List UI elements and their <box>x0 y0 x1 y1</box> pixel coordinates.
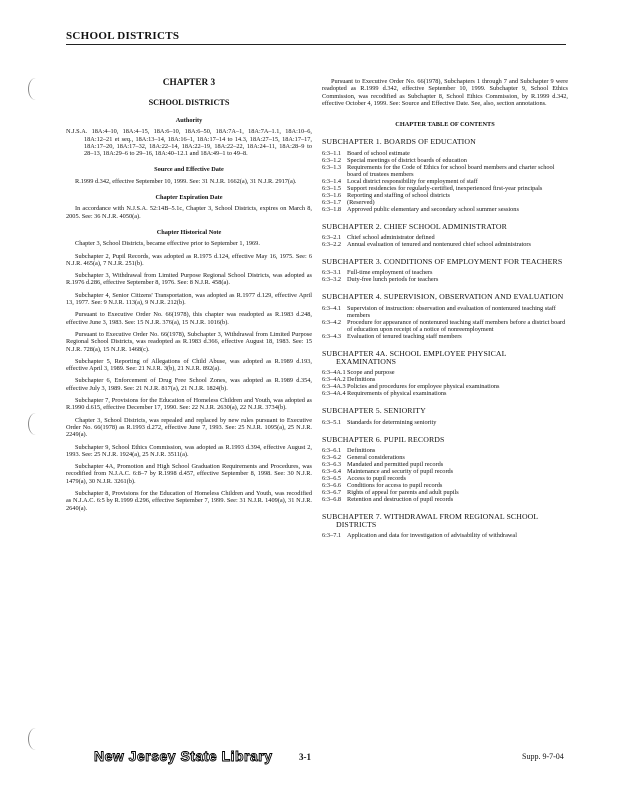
section-number: 6:3–4.2 <box>322 318 342 326</box>
punch-hole-mark <box>28 413 43 435</box>
subchapter-heading[interactable]: SUBCHAPTER 7. WITHDRAWAL FROM REGIONAL SCHOOL DISTRICTS <box>322 511 538 530</box>
expiration-text: In accordance with N.J.S.A. 52:14B–5.1c, Chapter 3, School Districts, expires on March 8, 2005. See: 36 N.J.R. 4050(a). <box>66 205 312 220</box>
toc-entry[interactable] <box>322 390 568 397</box>
authority-text: N.J.S.A. 18A:4–10, 18A:4–15, 18A:6–10, 18A:6–50, 18A:7A–1, 18A:7A–1.1, 18A:10–6, 18A:12–21 et seq., 18A:13–14, 18A:16–1, 18A:17–14 to 14.3, 18A:27–15, 18A:17–17, 18A:17–20, 18A:17–32, 18A:22–14, 18A:22–19, 18A:22–22, 18A:24–11, 18A:28–9 to 28–13, 18A:29–6 to 29–16, 18A:40–12.1 and 18A:49–1 to 49–8. <box>66 128 312 158</box>
section-title: Special meetings of district boards of education <box>347 156 467 164</box>
section-title: Standards for determining seniority <box>347 418 437 426</box>
history-note: Subchapter 8, Provisions for the Education of Homeless Children and Youth, was recodified as N.J.A.C. 6:5 by R.1999 d.296, effective September 7, 1999. See: 31 N.J.R. 1409(a), 31 N.J.R. 2640(a). <box>66 489 312 512</box>
toc-entry[interactable] <box>322 454 568 461</box>
section-title: Duty-free lunch periods for teachers <box>347 276 439 284</box>
section-number: 6:3–6.4 <box>322 467 342 475</box>
toc-entry[interactable] <box>322 178 568 185</box>
toc-entry[interactable] <box>322 199 568 206</box>
toc-entry[interactable] <box>322 475 568 482</box>
toc-entry[interactable] <box>322 305 568 319</box>
toc-entry[interactable] <box>322 496 568 503</box>
section-number: 6:3–1.5 <box>322 184 342 192</box>
section-title: Chief school administrator defined <box>347 234 435 242</box>
history-note: Subchapter 4, Senior Citizens' Transportation, was adopted as R.1977 d.129, effective April 13, 1977. See: 9 N.J.R. 113(a), 9 N.J.R. 212(b). <box>66 291 312 307</box>
subchapter-heading[interactable]: SUBCHAPTER 5. SENIORITY <box>322 406 426 416</box>
section-title: Maintenance and security of pupil records <box>347 467 454 475</box>
subchapter-heading[interactable]: SUBCHAPTER 4A. SCHOOL EMPLOYEE PHYSICAL EXAMINATIONS <box>322 348 507 366</box>
section-title: Definitions <box>347 376 376 384</box>
chapter-title: SCHOOL DISTRICTS <box>148 98 230 107</box>
section-number: 6:3–4A.2 <box>322 376 346 384</box>
history-note: Subchapter 4A, Promotion and High School Graduation Requirements and Procedures, was recodified from N.J.A.C. 6:8–7 by R.1998 d.457, effective September 8, 1998. See: 30 N.J.R. 1479(a), 30 N.J.R. 3261(b). <box>66 463 312 485</box>
toc-entry[interactable] <box>322 482 568 489</box>
toc-entry[interactable] <box>322 468 568 475</box>
subchapter-heading[interactable]: SUBCHAPTER 3. CONDITIONS OF EMPLOYMENT FOR TEACHERS <box>322 257 563 267</box>
section-number: 6:3–6.5 <box>322 474 342 482</box>
section-title: Retention and destruction of pupil records <box>347 495 454 503</box>
section-title: Procedure for appearance of nontenured teaching staff members before a district board of education upon receipt of a notice of nonreemployment <box>347 318 566 333</box>
right-column <box>322 78 568 539</box>
section-title: Full-time employment of teachers <box>347 269 433 277</box>
section-number: 6:3–4A.1 <box>322 369 346 377</box>
history-note: Chapter 3, School Districts, became effective prior to September 1, 1969. <box>75 240 260 248</box>
table-of-contents <box>322 138 568 539</box>
section-title: General considerations <box>347 453 405 461</box>
toc-entry[interactable] <box>322 447 568 454</box>
section-number: 6:3–6.8 <box>322 495 342 503</box>
section-title: (Reserved) <box>347 198 375 206</box>
section-number: 6:3–6.6 <box>322 481 342 489</box>
toc-entry[interactable] <box>322 369 568 376</box>
section-number: 6:3–4A.4 <box>322 390 346 398</box>
section-title: Evaluation of tenured teaching staff members <box>347 332 462 340</box>
history-note: Subchapter 6, Enforcement of Drug Free School Zones, was adopted as R.1989 d.354, effective July 3, 1989. See: 21 N.J.R. 817(a), 21 N.J.R. 1824(b). <box>66 377 312 392</box>
section-title: Policies and procedures for employee physical examinations <box>347 383 500 391</box>
section-title: Application and data for investigation of advisability of withdrawal <box>347 532 517 540</box>
history-note: Pursuant to Executive Order No. 66(1978), this chapter was readopted as R.1983 d.248, effective June 3, 1983. See: 15 N.J.R. 376(a), 15 N.J.R. 1016(b). <box>66 311 312 326</box>
section-title: Mandated and permitted pupil records <box>347 460 444 468</box>
history-note: Chapter 3, School Districts, was repealed and replaced by new rules pursuant to Executive Order No. 66(1978) as R.1993 d.272, effective June 7, 1993. See: 25 N.J.R. 1095(a), 25 N.J.R. 2249(a). <box>66 416 312 439</box>
section-title: Definitions <box>347 446 376 454</box>
subchapter-heading[interactable]: SUBCHAPTER 2. CHIEF SCHOOL ADMINISTRATOR <box>322 221 507 231</box>
toc-entry[interactable] <box>322 376 568 383</box>
history-note: Subchapter 9, School Ethics Commission, was adopted as R.1993 d.394, effective August 2, 1993. See: 25 N.J.R. 1924(a), 25 N.J.R. 3511(a). <box>66 443 312 458</box>
section-number: 6:3–1.1 <box>322 149 342 157</box>
section-number: 6:3–1.6 <box>322 191 342 199</box>
section-title: Support residencies for regularly-certified, inexperienced first-year principals <box>347 184 543 192</box>
toc-entry[interactable] <box>322 461 568 468</box>
section-number: 6:3–1.7 <box>322 198 342 206</box>
toc-heading: CHAPTER TABLE OF CONTENTS <box>395 121 495 129</box>
readoption-note: Pursuant to Executive Order No. 66(1978), Subchapters 1 through 7 and Subchapter 9 were readopted as R.1999 d.342, effective September 10, 1999. Subchapter 9, School Ethics Commission, was recodified as Subchapter 8, School Ethics Commission, by R.1999 d.342, effective October 4, 1999. See: Source and Effective Date. See, also, section annotations. <box>322 78 568 107</box>
section-title: Conditions for access to pupil records <box>347 481 443 489</box>
section-number: 6:3–1.8 <box>322 205 342 213</box>
section-number: 6:3–7.1 <box>322 532 342 540</box>
section-number: 6:3–2.2 <box>322 241 342 249</box>
toc-entry[interactable] <box>322 276 568 283</box>
section-number: 6:3–5.1 <box>322 418 342 426</box>
toc-entry[interactable] <box>322 319 568 333</box>
section-title: Supervision of instruction: observation and evaluation of nontenured teaching staff members <box>347 304 556 319</box>
toc-entry[interactable] <box>322 532 568 539</box>
section-title: Reporting and staffing of school districts <box>347 191 450 199</box>
toc-entry[interactable] <box>322 241 568 248</box>
section-number: 6:3–3.1 <box>322 269 342 277</box>
section-number: 6:3–4A.3 <box>322 383 346 391</box>
punch-hole-mark <box>28 728 43 750</box>
toc-entry[interactable] <box>322 333 568 340</box>
section-number: 6:3–1.3 <box>322 163 342 171</box>
toc-entry[interactable] <box>322 419 568 426</box>
toc-entry[interactable] <box>322 206 568 213</box>
toc-entry[interactable] <box>322 157 568 164</box>
section-number: 6:3–3.2 <box>322 276 342 284</box>
section-number: 6:3–4.3 <box>322 332 342 340</box>
subchapter-heading[interactable]: SUBCHAPTER 4. SUPERVISION, OBSERVATION AND EVALUATION <box>322 292 564 302</box>
subchapter-heading[interactable]: SUBCHAPTER 1. BOARDS OF EDUCATION <box>322 137 476 147</box>
toc-entry[interactable] <box>322 489 568 496</box>
section-title: Annual evaluation of tenured and nontenured chief school administrators <box>347 241 531 249</box>
punch-hole-mark <box>28 78 43 100</box>
toc-entry[interactable] <box>322 269 568 276</box>
section-number: 6:3–6.7 <box>322 488 342 496</box>
history-note: Subchapter 7, Provisions for the Education of Homeless Children and Youth, was adopted as R.1990 d.615, effective December 17, 1990. See: 22 N.J.R. 2630(a), 22 N.J.R. 3734(b). <box>66 397 312 412</box>
header-rule <box>66 44 566 45</box>
section-number: 6:3–6.2 <box>322 453 342 461</box>
section-title: Access to pupil records <box>347 474 406 482</box>
history-note: Subchapter 5, Reporting of Allegations of Child Abuse, was adopted as R.1989 d.193, effective April 3, 1989. See: 21 N.J.R. 3(b), 21 N.J.R. 892(a). <box>66 357 312 373</box>
left-column <box>66 78 312 517</box>
source-heading: Source and Effective Date <box>154 166 224 174</box>
section-title: Board of school estimate <box>347 149 410 157</box>
section-number: 6:3–6.1 <box>322 446 342 454</box>
section-number: 6:3–1.4 <box>322 177 342 185</box>
supplement-date: Supp. 9-7-04 <box>522 752 564 761</box>
section-number: 6:3–2.1 <box>322 234 342 242</box>
library-watermark: New Jersey State Library <box>94 748 273 764</box>
section-title: Approved public elementary and secondary school summer sessions <box>347 205 519 213</box>
section-number: 6:3–6.3 <box>322 460 342 468</box>
history-note: Subchapter 3, Withdrawal from Limited Purpose Regional School Districts, was adopted as R.1976 d.286, effective September 8, 1976. See: 8 N.J.R. 458(a). <box>66 272 312 287</box>
history-notes <box>66 240 312 512</box>
section-title: Requirements of physical examinations <box>347 390 447 398</box>
running-header: SCHOOL DISTRICTS <box>66 30 180 42</box>
toc-entry[interactable] <box>322 192 568 199</box>
chapter-number: CHAPTER 3 <box>162 78 216 88</box>
section-title: Rights of appeal for parents and adult pupils <box>347 488 459 496</box>
section-title: Local district responsibility for employment of staff <box>347 177 478 185</box>
history-note: Subchapter 2, Pupil Records, was adopted as R.1975 d.124, effective May 16, 1975. See: 6 N.J.R. 465(a), 7 N.J.R. 251(b). <box>66 252 312 267</box>
history-heading: Chapter Historical Note <box>156 228 222 236</box>
section-number: 6:3–4.1 <box>322 304 342 312</box>
history-note: Pursuant to Executive Order No. 66(1978), Subchapter 3, Withdrawal from Limited Purpose Regional School Districts, was readopted as R.1983 d.366, effective August 18, 1983. See: 15 N.J.R. 728(a), 15 N.J.R. 1468(c). <box>66 330 312 353</box>
expiration-heading: Chapter Expiration Date <box>155 194 223 202</box>
page-number: 3-1 <box>299 752 311 762</box>
toc-entry[interactable] <box>322 150 568 157</box>
toc-entry[interactable] <box>322 383 568 390</box>
source-text: R.1999 d.342, effective September 10, 1999. See: 31 N.J.R. 1662(a), 31 N.J.R. 2917(a). <box>75 177 297 185</box>
toc-entry[interactable] <box>322 164 568 178</box>
subchapter-heading[interactable]: SUBCHAPTER 6. PUPIL RECORDS <box>322 434 445 444</box>
section-number: 6:3–1.2 <box>322 156 342 164</box>
toc-entry[interactable] <box>322 234 568 241</box>
toc-entry[interactable] <box>322 185 568 192</box>
section-title: Scope and purpose <box>347 369 395 377</box>
section-title: Requirements for the Code of Ethics for school board members and charter school board of trustees members <box>347 163 555 178</box>
authority-heading: Authority <box>175 117 203 124</box>
